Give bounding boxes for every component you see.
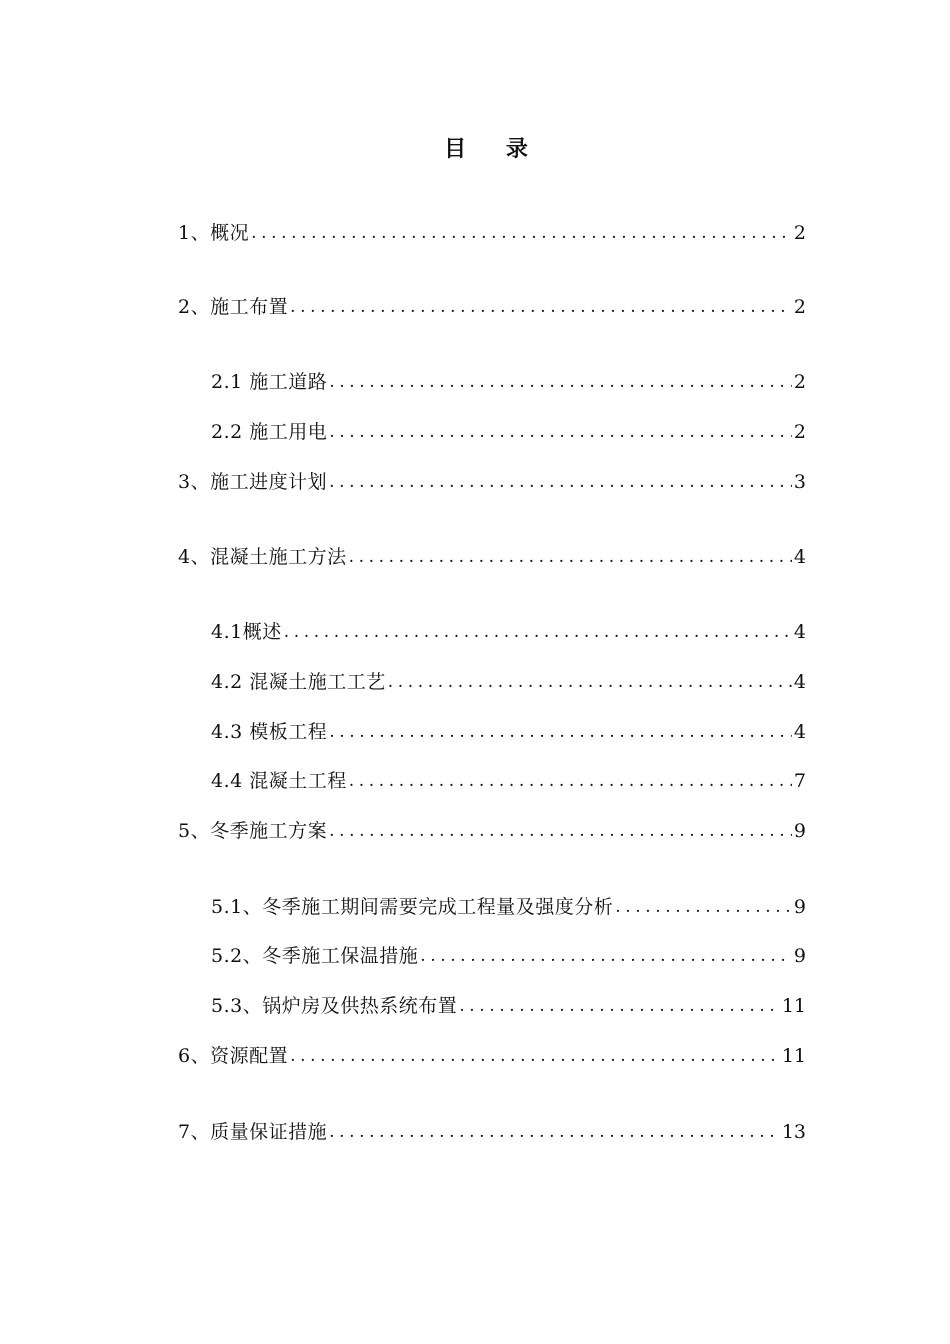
toc-entry[interactable] [178,542,806,572]
toc-entry[interactable] [211,417,806,447]
toc-entry[interactable] [211,717,806,747]
toc-dot-leader [347,542,792,572]
toc-entry-label: 5、冬季施工方案 [178,820,328,842]
toc-dot-leader [288,292,792,322]
toc-dot-leader [613,892,792,922]
toc-dot-leader [418,941,792,971]
toc-page-number: 2 [793,371,806,393]
toc-dot-leader [457,991,780,1021]
toc-entry[interactable] [211,367,806,397]
toc-entry-label: 4.4 混凝土工程 [211,770,347,792]
toc-dot-leader [327,816,792,846]
toc-page-number: 11 [781,995,806,1017]
toc-dot-leader [327,1117,780,1147]
toc-entry[interactable] [178,1041,806,1071]
toc-entry[interactable] [178,218,806,248]
toc-entry-label: 7、质量保证措施 [178,1121,328,1143]
toc-page-number: 4 [793,671,806,693]
toc-entry[interactable] [211,892,806,922]
toc-dot-leader [347,766,792,796]
toc-page-number: 11 [781,1045,806,1067]
toc-entry-label: 2、施工布置 [178,296,289,318]
toc-entry-label: 2.1 施工道路 [211,371,328,393]
toc-page-number: 4 [793,546,806,568]
toc-dot-leader [282,617,792,647]
toc-dot-leader [327,717,792,747]
toc-page-number: 2 [793,222,806,244]
toc-entry[interactable] [211,941,806,971]
toc-entry-label: 5.2、冬季施工保温措施 [211,945,419,967]
page-title: 目 录 [444,136,544,162]
toc-entry-label: 5.1、冬季施工期间需要完成工程量及强度分析 [211,896,614,918]
toc-dot-leader [327,417,792,447]
toc-entry[interactable] [211,667,806,697]
toc-entry[interactable] [211,991,806,1021]
toc-page-number: 9 [793,896,806,918]
toc-entry[interactable] [211,766,806,796]
toc-page-number: 4 [793,721,806,743]
toc-entry-label: 4.1概述 [211,621,282,643]
toc-dot-leader [249,218,792,248]
toc-entry[interactable] [178,467,806,497]
toc-entry[interactable] [178,816,806,846]
toc-page-number: 9 [793,820,806,842]
toc-dot-leader [327,467,792,497]
toc-entry-label: 4.2 混凝土施工工艺 [211,671,386,693]
toc-page-number: 4 [793,621,806,643]
toc-page-number: 3 [793,471,806,493]
toc-entry-label: 4、混凝土施工方法 [178,546,347,568]
toc-page-number: 7 [793,770,806,792]
toc-entry-label: 1、概况 [178,222,250,244]
toc-dot-leader [386,667,792,697]
toc-page-number: 2 [793,296,806,318]
toc-page-number: 9 [793,945,806,967]
toc-entry-label: 2.2 施工用电 [211,421,328,443]
toc-entry[interactable] [178,292,806,322]
toc-entry[interactable] [211,617,806,647]
toc-page-number: 13 [781,1121,806,1143]
toc-entry-label: 5.3、锅炉房及供热系统布置 [211,995,458,1017]
toc-dot-leader [327,367,792,397]
toc-page-number: 2 [793,421,806,443]
toc-entry-label: 4.3 模板工程 [211,721,328,743]
toc-dot-leader [288,1041,780,1071]
toc-entry[interactable] [178,1117,806,1147]
toc-entry-label: 6、资源配置 [178,1045,289,1067]
toc-entry-label: 3、施工进度计划 [178,471,328,493]
